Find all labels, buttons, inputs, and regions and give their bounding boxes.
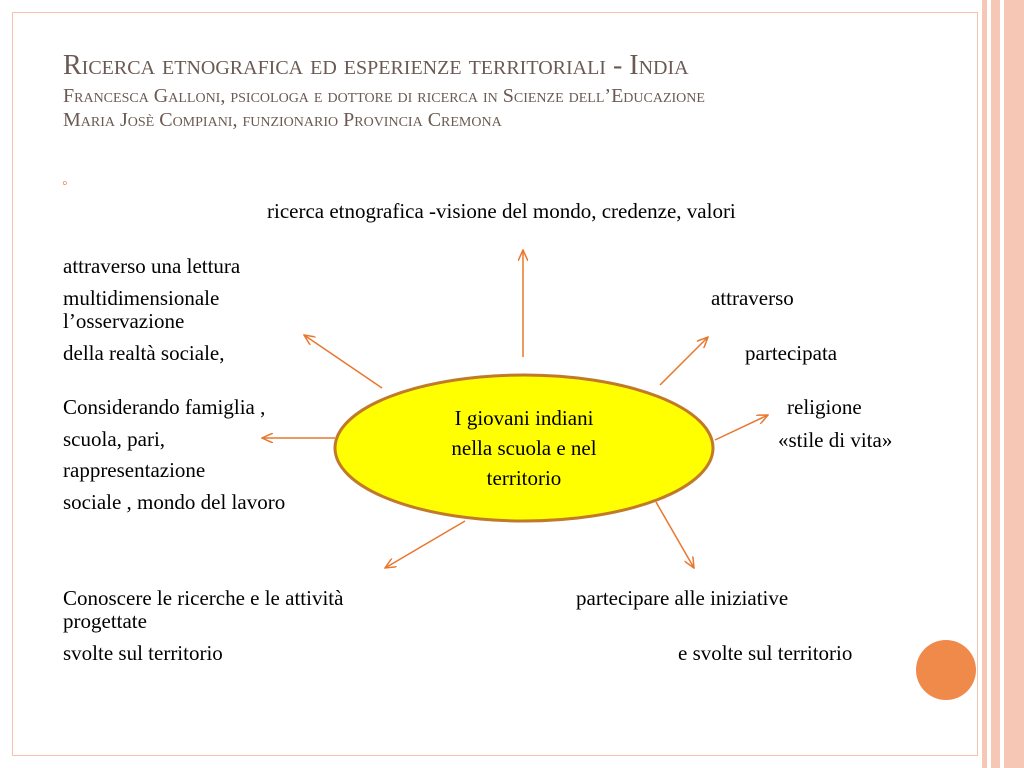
slide-subtitle-author-1: Francesca Galloni, psicologa e dottore di ricerca in Scienze dell’Educazione xyxy=(63,85,705,107)
left-middle-text-line: scuola, pari, xyxy=(63,427,166,451)
bottom-right-text-line: partecipare alle iniziative xyxy=(576,586,789,610)
left-upper-text-line: l’osservazione xyxy=(63,309,185,333)
arrow-upper-left xyxy=(304,335,382,388)
arrow-right xyxy=(715,415,768,440)
bottom-left-text-line: svolte sul territorio xyxy=(63,641,223,665)
decorative-orange-circle xyxy=(916,640,976,700)
bottom-left-text-line: Conoscere le ricerche e le attività xyxy=(63,586,344,610)
center-ellipse-label xyxy=(390,403,658,493)
center-label-line: territorio xyxy=(486,466,562,490)
arrow-lower-left xyxy=(385,521,465,568)
left-middle-text-line: sociale , mondo del lavoro xyxy=(63,490,286,514)
right-middle-text-line: «stile di vita» xyxy=(778,428,893,452)
slide-subtitle-author-2: Maria Josè Compiani, funzionario Provincia Cremona xyxy=(63,109,502,131)
top-branch-text: ricerca etnografica -visione del mondo, credenze, valori xyxy=(267,199,736,223)
arrow-upper-right xyxy=(660,337,708,385)
left-upper-text-line: della realtà sociale, xyxy=(63,341,225,365)
right-upper-text-line: partecipata xyxy=(745,341,838,365)
center-label-line: I giovani indiani xyxy=(454,406,594,430)
bottom-right-text-line: e svolte sul territorio xyxy=(678,641,853,665)
bottom-left-text-line: progettate xyxy=(63,609,147,633)
left-middle-text-line: Considerando famiglia , xyxy=(63,395,266,419)
slide-title: Ricerca etnografica ed esperienze territoriali - India xyxy=(63,50,689,81)
left-upper-text-line: multidimensionale xyxy=(63,286,220,310)
left-middle-text-line: rappresentazione xyxy=(63,458,206,482)
right-upper-text-line: attraverso xyxy=(711,286,794,310)
right-middle-text-line: religione xyxy=(787,395,862,419)
center-label-line: nella scuola e nel xyxy=(451,436,597,460)
bullet-marker: ◦ xyxy=(62,175,68,192)
left-upper-text-line: attraverso una lettura xyxy=(63,254,241,278)
arrow-lower-right xyxy=(656,502,694,568)
